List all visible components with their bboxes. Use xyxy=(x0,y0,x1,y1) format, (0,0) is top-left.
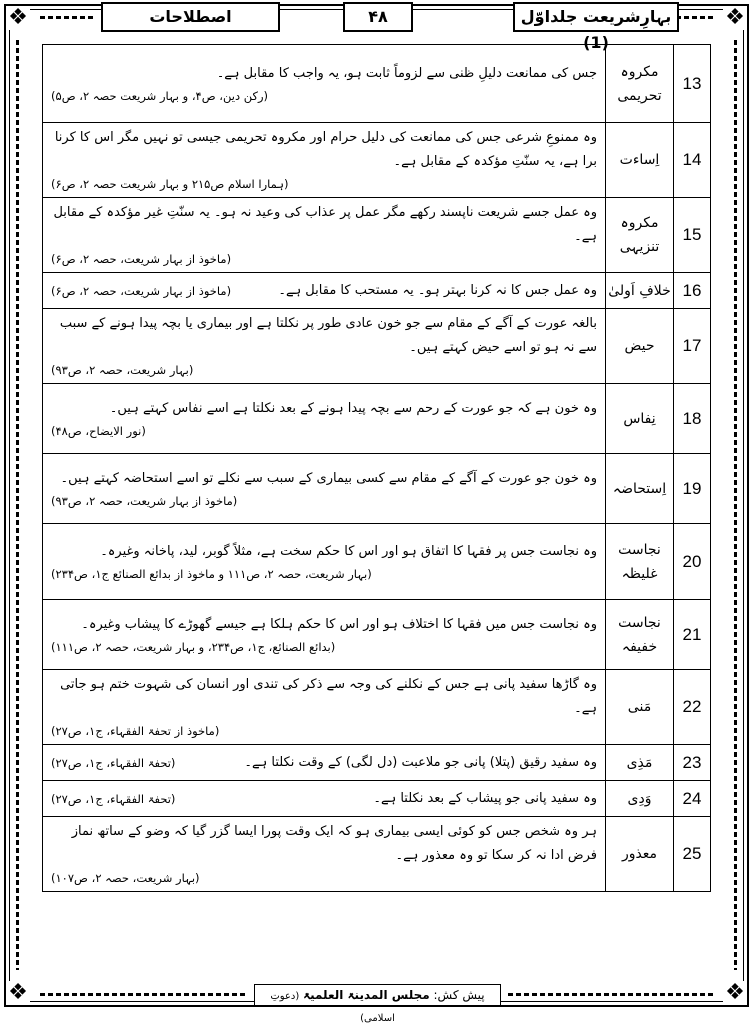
source-citation: (ماخوذ از تحفۃ الفقہاء، ج۱، ص۲۷) xyxy=(51,724,220,738)
term-cell: اِساءت xyxy=(606,123,674,198)
corner-ornament-icon: ❖ xyxy=(723,981,747,1005)
definition-cell xyxy=(43,309,606,384)
term-cell: نجاست غلیظہ xyxy=(606,524,674,600)
term-cell: مَذِی xyxy=(606,745,674,781)
table-row xyxy=(43,524,711,600)
definition-text: وہ خون جو عورت کے آگے کے مقام سے کسی بیماری کے سبب سے نکلے تو اسے استحاضہ کہتے ہیں۔ xyxy=(60,470,597,486)
book-title: بہارِشریعت جلداوّل (1) xyxy=(513,2,679,32)
table-row xyxy=(43,781,711,817)
definition-text: وہ نجاست جس پر فقہا کا اتفاق ہو اور اس کا حکم سخت ہے، مثلاً گوبر، لید، پاخانہ وغیرہ۔ xyxy=(100,543,597,559)
source-citation: (ماخوذ از بہار شریعت، حصہ ۲، ص۶) xyxy=(51,283,232,298)
table-row xyxy=(43,309,711,384)
definition-cell xyxy=(43,781,606,817)
table-row xyxy=(43,273,711,309)
source-citation: (تحفۃ الفقہاء، ج۱، ص۲۷) xyxy=(51,791,176,806)
definition-text: وہ عمل جسے شریعت ناپسند رکھے مگر عمل پر عذاب کی وعید نہ ہو۔ یہ سنّتِ غیر مؤکدہ کے مقابل ہے۔ xyxy=(53,205,597,244)
term-cell: خلافِ اَولیٰ xyxy=(606,273,674,309)
definition-text: ہر وہ شخص جس کو کوئی ایسی بیماری ہو کہ ایک وقت پورا ایسا گزر گیا کہ وضو کے ساتھ نماز فرض ادا نہ کر سکا تو وہ معذور ہے۔ xyxy=(71,824,597,863)
term-cell: مکروہ تحریمی xyxy=(606,45,674,123)
entry-number: 15 xyxy=(674,198,711,273)
definition-cell xyxy=(43,45,606,123)
entry-number: 21 xyxy=(674,600,711,670)
section-title: اصطلاحات xyxy=(101,2,280,32)
source-citation: (بہار شریعت، حصہ ۲، ص۱۱۱ و ماخوذ از بدائع الصنائع ج۱، ص۲۳۴) xyxy=(51,566,372,581)
term-cell: معذور xyxy=(606,817,674,892)
definition-cell xyxy=(43,384,606,454)
entry-number: 22 xyxy=(674,670,711,745)
definition-text: بالغہ عورت کے آگے کے مقام سے جو خون عادی طور پر نکلتا ہے اور بیماری یا بچہ پیدا ہونے کے سبب سے نہ ہو تو اسے حیض کہتے ہیں۔ xyxy=(59,316,597,355)
definition-cell xyxy=(43,670,606,745)
definition-text: جس کی ممانعت دلیلِ ظنی سے لزوماً ثابت ہو، یہ واجب کا مقابل ہے۔ xyxy=(216,65,597,81)
bottom-ornament-rail-right xyxy=(508,993,713,996)
definition-cell xyxy=(43,123,606,198)
table-row xyxy=(43,384,711,454)
footer-label: پیش کش: xyxy=(433,988,485,1002)
publisher-footer xyxy=(254,984,501,1024)
entry-number: 20 xyxy=(674,524,711,600)
corner-ornament-icon: ❖ xyxy=(6,6,30,30)
entry-number: 16 xyxy=(674,273,711,309)
source-citation: (تحفۃ الفقہاء، ج۱، ص۲۷) xyxy=(51,755,176,770)
definition-cell xyxy=(43,600,606,670)
table-row xyxy=(43,745,711,781)
source-citation: (نور الایضاح، ص۴۸) xyxy=(51,423,146,438)
table-row xyxy=(43,600,711,670)
term-cell: نِفاس xyxy=(606,384,674,454)
entry-number: 24 xyxy=(674,781,711,817)
definition-text: وہ نجاست جس میں فقہا کا اختلاف ہو اور اس کا حکم ہلکا ہے جیسے گھوڑے کا پیشاب وغیرہ۔ xyxy=(81,616,597,632)
entry-number: 17 xyxy=(674,309,711,384)
definition-text: وہ عمل جس کا نہ کرنا بہتر ہو۔ یہ مستحب کا مقابل ہے۔ xyxy=(278,282,597,298)
source-citation: (بدائع الصنائع، ج۱، ص۲۳۴، و بہار شریعت، حصہ ۲، ص۱۱۱) xyxy=(51,639,336,654)
table-row xyxy=(43,123,711,198)
term-cell: مکروہ تنزیہی xyxy=(606,198,674,273)
top-ornament-rail-left xyxy=(40,16,95,19)
definition-cell xyxy=(43,817,606,892)
publisher-name: مجلس المدینۃ العلمیۃ xyxy=(303,988,430,1002)
term-cell: مَنی xyxy=(606,670,674,745)
entry-number: 18 xyxy=(674,384,711,454)
publisher-subtitle: (دعوتِ اسلامی) xyxy=(270,991,395,1024)
definition-text: وہ ممنوعِ شرعی جس کی ممانعت کی دلیل حرام اور مکروہ تحریمی جیسی تو نہیں مگر اس کا کرنا برا ہے، یہ سنّتِ مؤکدہ کے مقابل ہے۔ xyxy=(54,130,597,169)
entry-number: 14 xyxy=(674,123,711,198)
term-cell: حیض xyxy=(606,309,674,384)
source-citation: (رکن دین، ص۴، و بہار شریعت حصہ ۲، ص۵) xyxy=(51,88,269,103)
definition-cell xyxy=(43,273,606,309)
glossary-table xyxy=(42,44,711,892)
table-row xyxy=(43,817,711,892)
left-ornament-rail xyxy=(16,40,19,970)
definition-text: وہ سفید پانی جو پیشاب کے بعد نکلتا ہے۔ xyxy=(373,790,597,806)
right-ornament-rail xyxy=(734,40,737,970)
corner-ornament-icon: ❖ xyxy=(723,6,747,30)
term-cell: اِستحاضہ xyxy=(606,454,674,524)
definition-text: وہ گاڑھا سفید پانی ہے جس کے نکلنے کی وجہ سے ذکر کی تندی اور انسان کی شہوت ختم ہو جاتی ہے۔ xyxy=(60,677,597,716)
table-row xyxy=(43,670,711,745)
table-row xyxy=(43,45,711,123)
definition-text: وہ خون ہے کہ جو عورت کے رحم سے بچہ پیدا ہونے کے بعد نکلتا ہے اسے نفاس کہتے ہیں۔ xyxy=(109,400,597,416)
bottom-ornament-rail-left xyxy=(40,993,245,996)
term-cell: وَدِی xyxy=(606,781,674,817)
source-citation: (ماخوذ از بہار شریعت، حصہ ۲، ص۶) xyxy=(51,252,232,266)
definition-cell xyxy=(43,745,606,781)
definition-cell xyxy=(43,524,606,600)
source-citation: (ماخوذ از بہار شریعت، حصہ ۲، ص۹۳) xyxy=(51,493,238,508)
page-number: ۴۸ xyxy=(343,2,413,32)
entry-number: 13 xyxy=(674,45,711,123)
definition-text: وہ سفید رقیق (پتلا) پانی جو ملاعبت (دل لگی) کے وقت نکلتا ہے۔ xyxy=(244,754,597,770)
source-citation: (بہار شریعت، حصہ ۲، ص۹۳) xyxy=(51,363,194,377)
table-row xyxy=(43,198,711,273)
source-citation: (بہار شریعت، حصہ ۲، ص۱۰۷) xyxy=(51,871,200,885)
term-cell: نجاست خفیفہ xyxy=(606,600,674,670)
entry-number: 19 xyxy=(674,454,711,524)
entry-number: 23 xyxy=(674,745,711,781)
definition-cell xyxy=(43,454,606,524)
definition-cell xyxy=(43,198,606,273)
corner-ornament-icon: ❖ xyxy=(6,981,30,1005)
entry-number: 25 xyxy=(674,817,711,892)
source-citation: (ہمارا اسلام ص۲۱۵ و بہار شریعت حصہ ۲، ص۶) xyxy=(51,177,289,191)
table-row xyxy=(43,454,711,524)
